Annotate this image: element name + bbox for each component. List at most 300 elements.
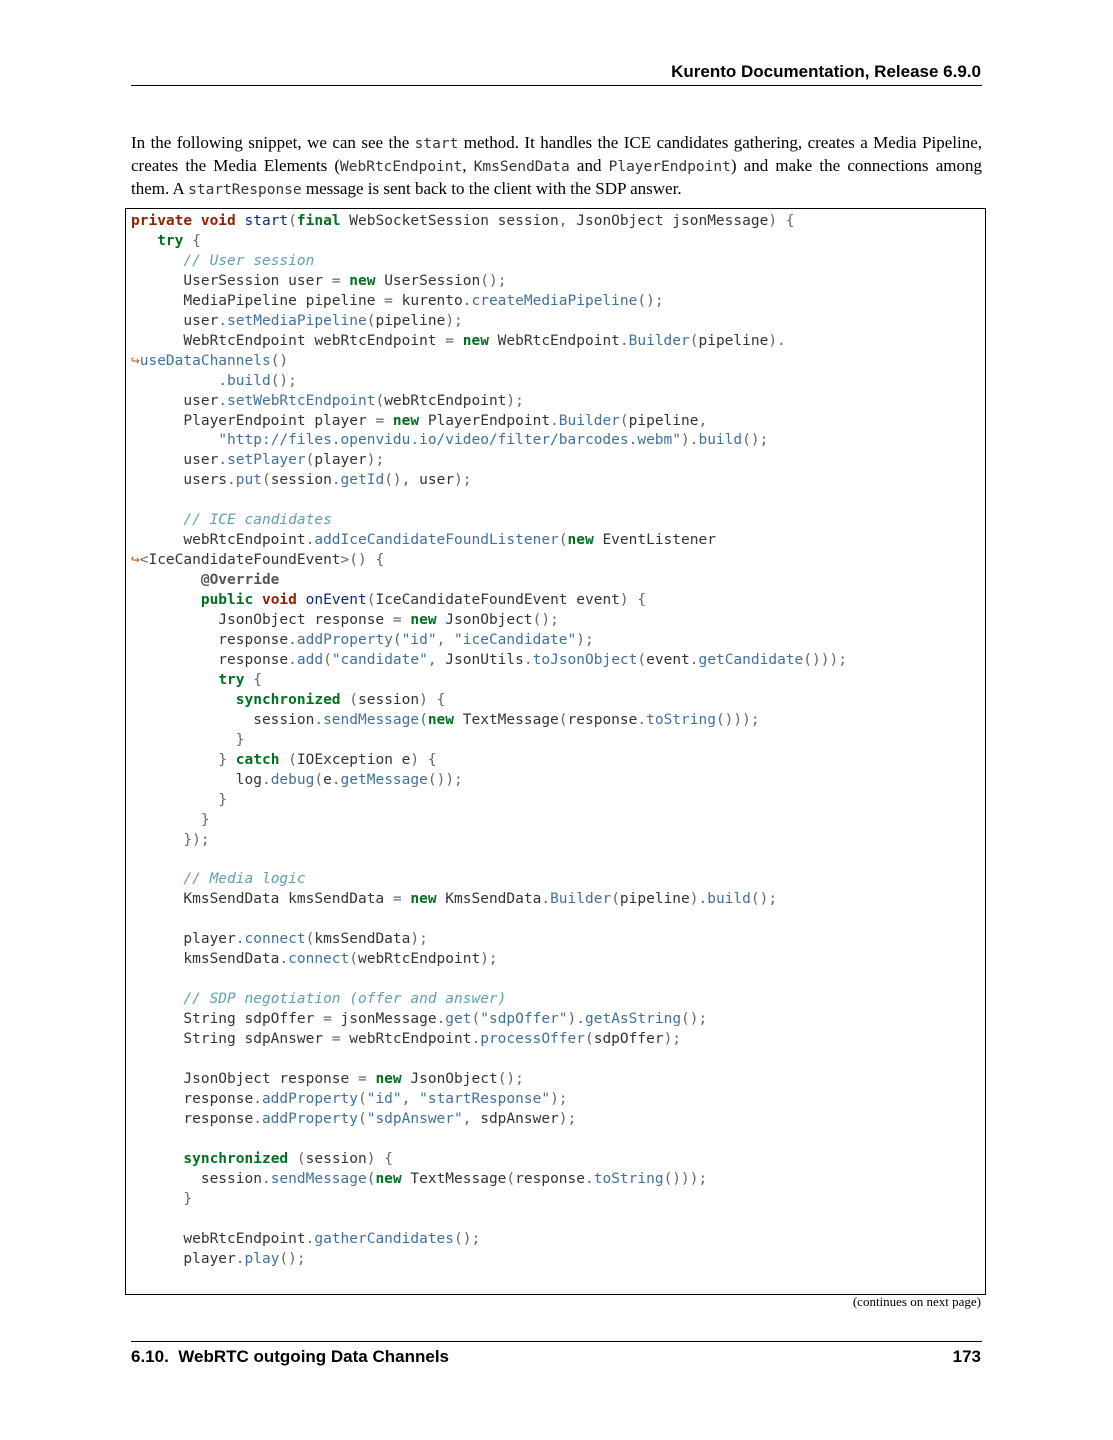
code-token: toString xyxy=(593,1170,664,1187)
code-token: . xyxy=(637,711,647,728)
code-line xyxy=(131,451,985,471)
code-token: ( xyxy=(366,1170,376,1187)
code-token: jsonMessage xyxy=(331,1011,437,1028)
code-token: = xyxy=(445,332,455,349)
code-token: sdpAnswer xyxy=(471,1110,559,1127)
code-token: (); xyxy=(532,612,559,629)
code-token: ) xyxy=(366,1150,376,1167)
code-line xyxy=(131,431,985,451)
code-token: addProperty xyxy=(296,632,393,649)
code-token: ( xyxy=(689,332,699,349)
code-token: player xyxy=(314,452,367,469)
code-token: getAsString xyxy=(585,1011,682,1028)
code-line xyxy=(131,691,985,711)
running-header-title: Kurento Documentation, Release 6.9.0 xyxy=(671,62,981,81)
page-number: 173 xyxy=(952,1347,981,1366)
code-token xyxy=(131,792,218,808)
code-token: . xyxy=(279,951,289,968)
code-token: KmsSendData xyxy=(436,891,542,908)
code-token xyxy=(777,213,786,229)
code-token: new xyxy=(375,1070,402,1087)
code-line xyxy=(131,611,985,631)
code-token: getId xyxy=(340,472,385,489)
code-line xyxy=(131,831,985,851)
code-token: ( xyxy=(366,312,376,329)
code-token: IceCandidateFoundEvent xyxy=(148,552,341,569)
code-token: ); xyxy=(663,1031,682,1048)
code-token xyxy=(131,1191,183,1207)
code-token xyxy=(131,991,183,1007)
code-token: player xyxy=(131,931,236,948)
code-token: . xyxy=(689,651,699,668)
intro-text-5: ) and make the connections among them. A xyxy=(131,156,982,198)
code-token: . xyxy=(288,651,297,668)
code-token: ( xyxy=(349,951,358,968)
code-token: { xyxy=(436,691,446,708)
code-token: new xyxy=(462,332,489,349)
code-line xyxy=(131,930,985,950)
code-token: . xyxy=(523,651,533,668)
code-token: play xyxy=(244,1250,280,1267)
header-rule xyxy=(131,85,982,86)
code-token: ) xyxy=(410,751,420,768)
code-token: processOffer xyxy=(480,1031,585,1048)
code-token: . xyxy=(471,1031,481,1048)
code-token: . xyxy=(227,472,236,489)
code-token: try xyxy=(218,671,245,688)
code-token: ); xyxy=(506,392,524,409)
code-token: onEvent xyxy=(305,592,367,609)
code-token xyxy=(183,233,192,249)
code-token: ( xyxy=(471,1011,481,1028)
code-token: JsonObject xyxy=(436,612,533,629)
code-token xyxy=(131,1151,183,1167)
code-line xyxy=(131,1070,985,1090)
code-token xyxy=(131,692,236,708)
code-token xyxy=(131,373,218,389)
code-token: response xyxy=(131,1090,254,1107)
intro-text-1: In the following snippet, we can see the xyxy=(131,133,415,152)
code-token: "sdpAnswer" xyxy=(366,1110,463,1127)
code-token: IOException e xyxy=(296,751,411,768)
code-token: = xyxy=(331,1031,341,1048)
code-token: , xyxy=(462,1110,472,1127)
code-token: session xyxy=(131,711,315,728)
code-token: = xyxy=(357,1070,367,1087)
code-token: (); xyxy=(480,272,507,289)
code-token xyxy=(410,1091,419,1107)
code-token: synchronized xyxy=(235,691,341,708)
code-token: user xyxy=(131,392,219,409)
footer-rule xyxy=(131,1341,982,1342)
inline-code-playerendpoint: PlayerEndpoint xyxy=(608,159,731,175)
code-token: ). xyxy=(768,332,786,349)
code-token: ); xyxy=(366,452,385,469)
code-line xyxy=(131,1190,985,1210)
code-token: ); xyxy=(576,632,594,649)
code-line xyxy=(131,811,985,831)
code-token: webRtcEndpoint xyxy=(131,1230,306,1247)
code-token: ). xyxy=(567,1011,586,1028)
code-token: connect xyxy=(244,931,306,948)
code-line xyxy=(131,591,985,611)
code-token: ). xyxy=(689,891,708,908)
code-token: "candidate" xyxy=(331,651,428,668)
code-token: String sdpAnswer xyxy=(131,1031,332,1048)
code-token: . xyxy=(550,412,559,429)
code-token: ( xyxy=(323,651,332,668)
code-token: sendMessage xyxy=(323,711,420,728)
footer-section-title: 6.10. WebRTC outgoing Data Channels xyxy=(131,1347,449,1366)
code-token: "http://files.openvidu.io/video/filter/barcodes.webm" xyxy=(218,432,681,449)
code-token: void xyxy=(261,592,297,609)
code-token: ( xyxy=(637,651,647,668)
inline-code-start: start xyxy=(414,136,459,152)
code-line xyxy=(131,1250,985,1270)
code-line xyxy=(131,731,985,751)
intro-text-3: , xyxy=(462,156,474,175)
code-token: catch xyxy=(235,751,280,768)
code-token: = xyxy=(323,1011,332,1028)
code-token: { xyxy=(253,671,262,688)
code-line xyxy=(131,910,985,930)
line-wrap-arrow-icon: ↪ xyxy=(131,552,140,569)
code-token xyxy=(131,572,201,588)
code-token: // User session xyxy=(183,252,315,269)
code-line xyxy=(131,332,985,352)
code-token: Builder xyxy=(550,891,612,908)
code-token: "id" xyxy=(401,632,437,649)
code-token: new xyxy=(410,612,437,629)
code-line xyxy=(131,671,985,691)
code-token: ( xyxy=(349,691,358,708)
code-token: toJsonObject xyxy=(532,651,638,668)
code-token: (); xyxy=(270,372,297,389)
code-token xyxy=(227,752,236,768)
code-token: kurento xyxy=(392,292,463,309)
code-token xyxy=(131,832,183,848)
inline-code-startresponse: startResponse xyxy=(188,182,302,198)
code-token: "id" xyxy=(366,1090,402,1107)
code-token: }); xyxy=(183,831,210,848)
code-token: ( xyxy=(506,1170,516,1187)
code-token: ); xyxy=(550,1090,568,1107)
code-token: "startResponse" xyxy=(419,1090,551,1107)
code-token: . xyxy=(288,632,297,649)
code-token: put xyxy=(235,472,262,489)
code-token: response xyxy=(131,651,289,668)
code-token xyxy=(288,1151,297,1167)
code-token xyxy=(445,632,454,648)
code-token xyxy=(297,592,306,608)
code-token: WebRtcEndpoint xyxy=(488,332,620,349)
code-token: . xyxy=(462,292,472,309)
code-token: player xyxy=(131,1250,236,1267)
code-line xyxy=(131,1210,985,1230)
code-token: useDataChannels xyxy=(139,352,271,369)
code-line xyxy=(131,1170,985,1190)
code-token: ( xyxy=(558,711,568,728)
code-token: // Media logic xyxy=(183,871,306,888)
code-line xyxy=(131,970,985,990)
code-token: kmsSendData xyxy=(314,931,411,948)
code-token: . xyxy=(218,392,228,409)
code-line xyxy=(131,292,985,312)
code-token: session xyxy=(270,472,332,489)
code-token: JsonUtils xyxy=(436,651,524,668)
code-line xyxy=(131,631,985,651)
code-token: JsonObject jsonMessage xyxy=(567,213,769,229)
code-token: ( xyxy=(357,1090,367,1107)
code-line xyxy=(131,272,985,292)
code-token: ())); xyxy=(715,711,760,728)
code-token: . xyxy=(305,1230,315,1247)
code-token: get xyxy=(445,1011,472,1028)
code-listing xyxy=(126,209,985,1270)
code-token: ); xyxy=(454,472,472,489)
code-token: = xyxy=(331,272,341,289)
code-token: users xyxy=(131,472,228,489)
code-token: . xyxy=(541,891,551,908)
code-token: { xyxy=(637,592,647,609)
code-token: ); xyxy=(445,312,463,329)
code-token: } xyxy=(218,751,228,768)
code-line xyxy=(131,751,985,771)
code-token: new xyxy=(410,891,437,908)
code-token: ( xyxy=(296,1150,306,1167)
code-token: . xyxy=(331,472,341,489)
code-token: pipeline xyxy=(619,891,690,908)
code-token: (); xyxy=(681,1011,708,1028)
code-token: response xyxy=(515,1170,585,1187)
code-token: ) xyxy=(619,592,629,609)
code-token: new xyxy=(349,272,376,289)
code-token: , xyxy=(436,632,446,649)
code-token xyxy=(454,333,463,349)
code-token: event xyxy=(646,651,690,668)
code-token: JsonObject response xyxy=(131,612,393,629)
code-token: user xyxy=(131,312,219,329)
code-token: . xyxy=(436,1011,446,1028)
code-line xyxy=(131,352,985,372)
code-token: getCandidate xyxy=(698,651,804,668)
code-line xyxy=(131,212,985,232)
code-token: ())); xyxy=(803,651,847,668)
code-token xyxy=(341,692,350,708)
code-token xyxy=(279,752,288,768)
code-token: ) xyxy=(768,213,778,229)
code-token: UserSession xyxy=(375,272,481,289)
code-line xyxy=(131,1030,985,1050)
code-token: >() xyxy=(340,552,367,569)
code-line xyxy=(131,1010,985,1030)
code-token: Builder xyxy=(558,412,620,429)
code-token: MediaPipeline pipeline xyxy=(131,292,385,309)
code-token: webRtcEndpoint xyxy=(340,1031,472,1048)
code-token: . xyxy=(218,312,228,329)
code-token: EventListener xyxy=(593,532,716,549)
code-token: WebSocketSession session xyxy=(340,213,559,229)
code-token: // ICE candidates xyxy=(183,512,332,529)
code-line xyxy=(131,1230,985,1250)
code-token xyxy=(131,432,218,448)
code-token xyxy=(236,213,245,229)
code-token: user xyxy=(131,452,219,469)
code-line xyxy=(131,651,985,671)
code-token: ( xyxy=(314,771,324,788)
code-line xyxy=(131,372,985,392)
code-token: session xyxy=(131,1170,262,1187)
code-token xyxy=(428,692,437,708)
code-token xyxy=(253,592,262,608)
code-line xyxy=(131,950,985,970)
code-token: { xyxy=(785,213,795,229)
code-token: ( xyxy=(261,472,271,489)
code-token: ()); xyxy=(427,771,463,788)
code-token xyxy=(384,413,393,429)
code-token: setWebRtcEndpoint xyxy=(227,392,376,409)
code-token: log xyxy=(131,771,262,788)
code-token xyxy=(131,592,201,608)
code-token: ); xyxy=(410,931,428,948)
code-line xyxy=(131,1150,985,1170)
code-line xyxy=(131,791,985,811)
code-token: (); xyxy=(279,1250,306,1267)
code-token: } xyxy=(200,811,210,828)
code-token: . xyxy=(314,711,324,728)
code-line xyxy=(131,551,985,571)
code-token: addProperty xyxy=(261,1090,358,1107)
code-token: (), xyxy=(384,472,411,489)
code-token: connect xyxy=(288,951,350,968)
code-token: . xyxy=(261,1170,271,1187)
code-token: try xyxy=(157,232,184,249)
code-token: response xyxy=(131,632,289,649)
code-token: ( xyxy=(419,711,428,728)
code-token xyxy=(245,672,254,688)
code-token: () xyxy=(270,352,289,369)
code-block xyxy=(125,208,986,1295)
code-token: { xyxy=(192,232,201,249)
continues-note: (continues on next page) xyxy=(852,1294,981,1309)
code-token: } xyxy=(183,1190,193,1207)
code-token: // SDP negotiation (offer and answer) xyxy=(183,991,507,1008)
code-token: ( xyxy=(619,412,629,429)
code-token: } xyxy=(218,791,228,808)
code-token: setMediaPipeline xyxy=(227,312,367,329)
code-token: , xyxy=(427,651,437,668)
code-token: = xyxy=(392,612,402,629)
code-token: new xyxy=(375,1170,402,1187)
code-token: @Override xyxy=(200,572,280,589)
code-token: pipeline xyxy=(698,332,769,349)
code-token xyxy=(131,871,183,887)
code-token: ( xyxy=(305,931,315,948)
code-token: ( xyxy=(288,751,297,768)
code-token: ( xyxy=(288,213,297,229)
code-token: addProperty xyxy=(261,1110,358,1127)
code-token: new xyxy=(427,711,455,728)
line-wrap-arrow-icon: ↪ xyxy=(131,352,140,369)
code-token: ( xyxy=(366,592,376,609)
code-token: webRtcEndpoint xyxy=(357,951,481,968)
code-token: build xyxy=(707,891,751,908)
code-token: webRtcEndpoint xyxy=(384,392,507,409)
code-token: public xyxy=(200,592,254,609)
code-token: (); xyxy=(742,432,769,449)
code-line xyxy=(131,1050,985,1070)
code-token: = xyxy=(384,292,393,309)
code-token: . xyxy=(331,771,341,788)
code-token: { xyxy=(384,1150,393,1167)
intro-text-6: message is sent back to the client with the SDP answer. xyxy=(301,179,682,198)
code-line xyxy=(131,1090,985,1110)
code-token: debug xyxy=(270,771,315,788)
code-token: JsonObject response xyxy=(131,1070,358,1087)
code-token: ) xyxy=(419,691,428,708)
code-line xyxy=(131,990,985,1010)
code-token: add xyxy=(296,651,324,668)
code-token: (); xyxy=(637,292,664,309)
code-token: createMediaPipeline xyxy=(471,292,638,309)
code-token: user xyxy=(410,472,455,489)
code-token: final xyxy=(296,213,341,229)
code-token: "iceCandidate" xyxy=(454,632,577,649)
code-token: ( xyxy=(392,632,402,649)
code-token: sdpOffer xyxy=(593,1031,664,1048)
code-token: . xyxy=(235,931,245,948)
code-line xyxy=(131,870,985,890)
code-token: PlayerEndpoint xyxy=(419,412,551,429)
code-token: ( xyxy=(558,532,568,549)
intro-text-2: method. It handles the ICE candidates gathering, creates a Media Pipeline, creates the Media Elements ( xyxy=(131,133,982,175)
code-token: IceCandidateFoundEvent event xyxy=(375,592,620,609)
code-line xyxy=(131,531,985,551)
code-line xyxy=(131,571,985,591)
code-token xyxy=(192,213,201,229)
code-token: ( xyxy=(305,452,315,469)
code-token: session xyxy=(305,1150,367,1167)
code-token: } xyxy=(235,731,245,748)
code-token: session xyxy=(358,691,420,708)
code-token: PlayerEndpoint player xyxy=(131,412,376,429)
code-token: (); xyxy=(497,1070,524,1087)
code-token: ( xyxy=(357,1110,367,1127)
code-token: new xyxy=(567,532,594,549)
code-token: ). xyxy=(681,432,699,449)
code-token: TextMessage xyxy=(401,1170,507,1187)
code-line xyxy=(131,851,985,871)
intro-text-4: and xyxy=(569,156,609,175)
code-line xyxy=(131,412,985,432)
code-line xyxy=(131,252,985,272)
code-token: . xyxy=(305,532,315,549)
inline-code-webrtcendpoint: WebRtcEndpoint xyxy=(340,159,463,175)
code-token xyxy=(131,812,201,828)
code-token xyxy=(131,672,218,688)
code-line xyxy=(131,392,985,412)
code-line xyxy=(131,711,985,731)
intro-paragraph xyxy=(131,132,982,201)
code-line xyxy=(131,491,985,511)
code-token: (); xyxy=(750,891,778,908)
code-token: ( xyxy=(611,891,620,908)
code-token: = xyxy=(392,891,402,908)
code-token xyxy=(131,732,236,748)
code-token: { xyxy=(375,552,385,569)
code-token: response xyxy=(131,1110,254,1127)
inline-code-kmssenddata: KmsSendData xyxy=(473,159,570,175)
